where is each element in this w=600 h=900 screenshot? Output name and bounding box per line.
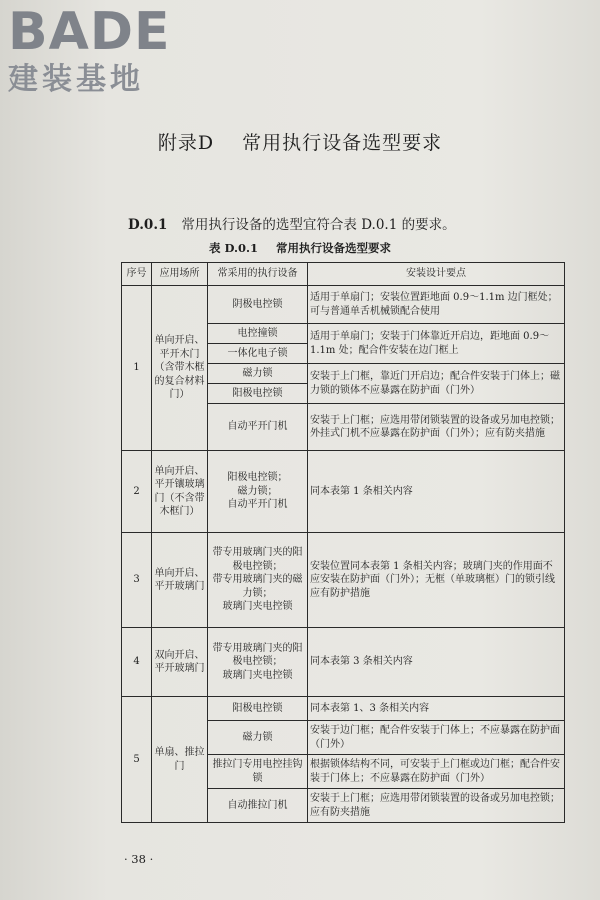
clause-number: D.0.1 — [128, 217, 168, 233]
row-device: 磁力锁； — [237, 485, 278, 497]
row-requirement: 适用于单扇门；安装于门体靠近开启边，距地面 0.9～1.1m 处；配合件安装在边门框上 — [308, 324, 565, 364]
clause-paragraph — [128, 213, 456, 233]
logo-subtitle: 建装基地 — [8, 62, 144, 97]
row-place: 单向开启、平开玻璃门 — [152, 533, 208, 628]
clause-text: 常用执行设备的选型宜符合表 D.0.1 的要求。 — [181, 217, 456, 233]
selection-table — [121, 262, 565, 823]
row-device: 自动推拉门机 — [208, 789, 308, 823]
row-device: 电控撞锁 — [208, 324, 308, 344]
row-devices — [208, 628, 308, 697]
table-row — [122, 628, 565, 697]
row-number: 3 — [122, 533, 152, 628]
table-header-row — [122, 263, 565, 286]
header-devices: 常采用的执行设备 — [208, 263, 308, 286]
row-device: 自动平开门机 — [208, 404, 308, 451]
row-number: 5 — [122, 697, 152, 823]
header-no: 序号 — [122, 263, 152, 286]
row-requirement: 安装于上门框；应选用带闭锁装置的设备或另加电控锁；应有防夹措施 — [308, 789, 565, 823]
row-requirement: 安装于上门框；应选用带闭锁装置的设备或另加电控锁；外挂式门机不应暴露在防护面（门外）；应有防夹措施 — [308, 404, 565, 451]
row-device: 阳极电控锁 — [208, 384, 308, 404]
row-number: 4 — [122, 628, 152, 697]
table-row — [122, 451, 565, 533]
row-device: 阳极电控锁 — [208, 697, 308, 721]
row-number: 2 — [122, 451, 152, 533]
row-device: 磁力锁 — [208, 364, 308, 384]
row-device: 玻璃门夹电控锁 — [222, 669, 293, 681]
row-requirement: 适用于单扇门；安装位置距地面 0.9～1.1m 边门框处；可与普通单舌机械锁配合使用 — [308, 286, 565, 324]
table-title-text: 常用执行设备选型要求 — [276, 241, 392, 255]
appendix-title — [0, 128, 600, 155]
row-requirement: 安装于上门框，靠近门开启边；配合件安装于门体上；磁力锁的锁体不应暴露在防护面（门外） — [308, 364, 565, 404]
row-number: 1 — [122, 286, 152, 451]
row-requirement: 安装于边门框；配合件安装于门体上；不应暴露在防护面（门外） — [308, 721, 565, 755]
table-number: 表 D.0.1 — [208, 241, 259, 255]
row-device: 阴极电控锁 — [208, 286, 308, 324]
appendix-heading: 常用执行设备选型要求 — [242, 132, 443, 154]
row-requirement: 根据锁体结构不同，可安装于上门框或边门框；配合件安装于门体上；不应暴露在防护面（门外） — [308, 755, 565, 789]
row-requirement: 安装位置同本表第 1 条相关内容；玻璃门夹的作用面不应安装在防护面（门外）；无框（单玻璃框）门的锁引线应有防护措施 — [308, 533, 565, 628]
table-caption — [0, 240, 600, 256]
row-requirement: 同本表第 3 条相关内容 — [308, 628, 565, 697]
row-device: 阳极电控锁； — [227, 472, 288, 484]
row-place: 单向开启、平开镶玻璃门（不含带木框门） — [152, 451, 208, 533]
bade-logo — [8, 2, 171, 98]
table-row — [122, 286, 565, 324]
row-device: 玻璃门夹电控锁 — [222, 601, 293, 613]
row-devices — [208, 451, 308, 533]
row-device: 带专用玻璃门夹的阳极电控锁； — [212, 547, 303, 572]
row-requirement: 同本表第 1 条相关内容 — [308, 451, 565, 533]
table-row — [122, 697, 565, 721]
row-device: 带专用玻璃门夹的磁力锁； — [212, 574, 303, 599]
row-device: 推拉门专用电控挂钩锁 — [208, 755, 308, 789]
logo-brand: BADE — [8, 2, 171, 62]
row-device: 自动平开门机 — [227, 499, 288, 511]
row-place: 双向开启、平开玻璃门 — [152, 628, 208, 697]
page-number: · 38 · — [124, 852, 154, 866]
table-row — [122, 533, 565, 628]
row-devices — [208, 533, 308, 628]
row-device: 带专用玻璃门夹的阳极电控锁； — [212, 642, 303, 668]
row-place: 单向开启、平开木门（含带木框的复合材料门） — [152, 286, 208, 451]
row-device: 磁力锁 — [208, 721, 308, 755]
header-place: 应用场所 — [152, 263, 208, 286]
row-place: 单扇、推拉门 — [152, 697, 208, 823]
header-requirements: 安装设计要点 — [308, 263, 565, 286]
row-requirement: 同本表第 1、3 条相关内容 — [308, 697, 565, 721]
row-device: 一体化电子锁 — [208, 344, 308, 364]
appendix-label: 附录D — [157, 132, 215, 154]
